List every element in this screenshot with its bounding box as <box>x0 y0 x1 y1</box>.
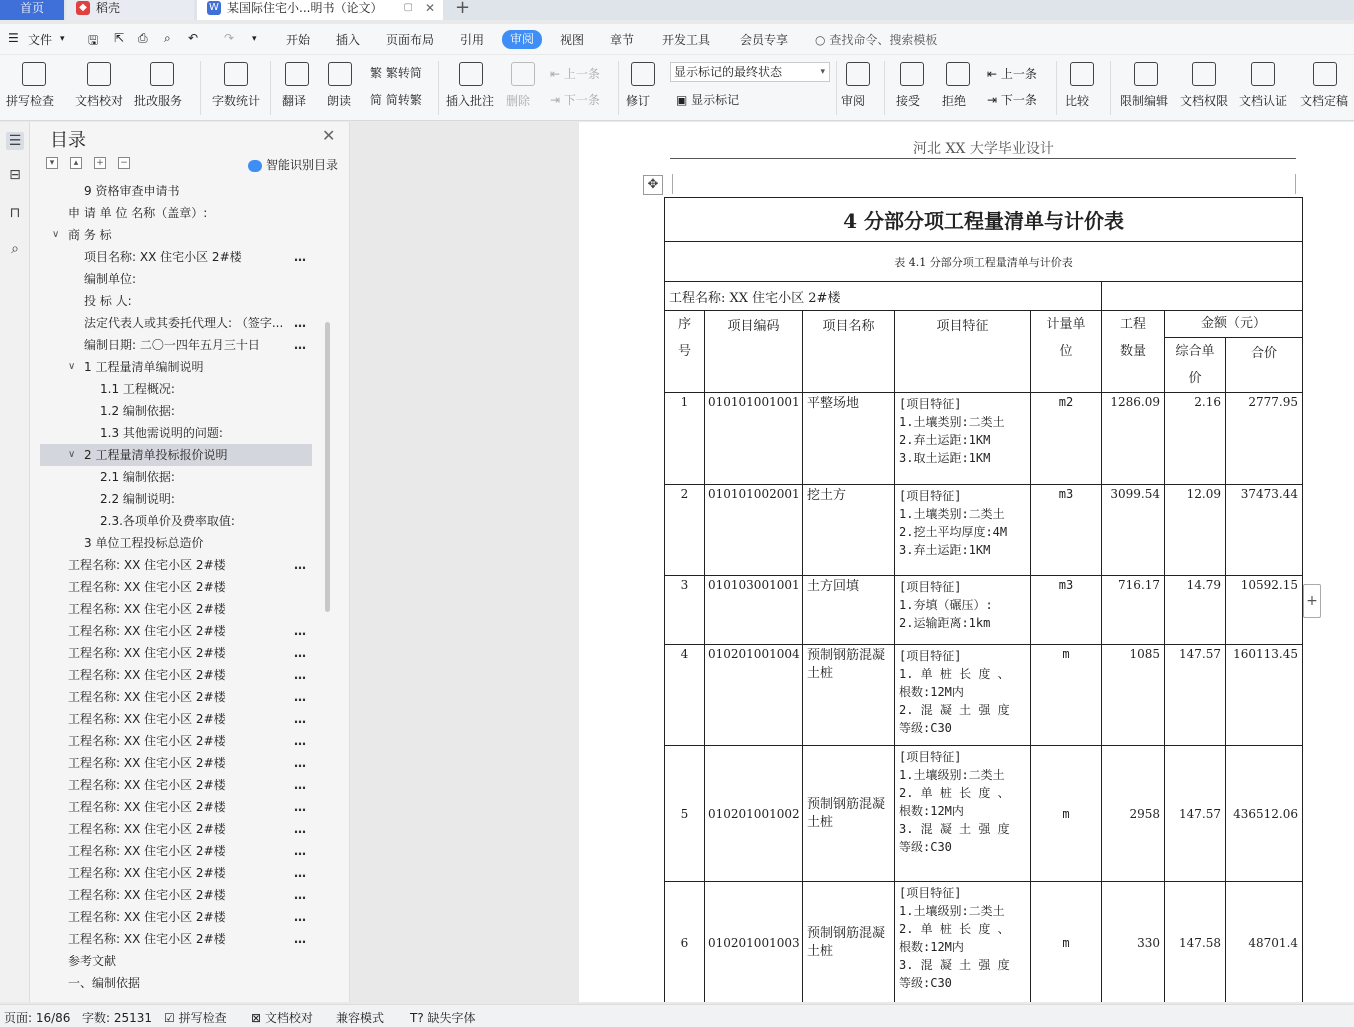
toc-list <box>40 180 340 1002</box>
toc-item-label: 工程名称: XX 住宅小区 2#楼 <box>68 888 226 902</box>
toc-item[interactable] <box>40 268 312 290</box>
search-icon: ○ <box>815 33 826 47</box>
menu-page-layout[interactable]: 页面布局 <box>386 33 435 47</box>
remove-heading-icon[interactable]: − <box>118 157 130 169</box>
print-icon[interactable]: ⎙ <box>138 31 148 45</box>
chevron-down-icon[interactable]: ▾ <box>60 34 65 44</box>
command-search-placeholder: 查找命令、搜索模板 <box>829 33 938 47</box>
table-cell-unit: m <box>1031 746 1102 882</box>
show-markup-button[interactable] <box>676 91 739 108</box>
table-cell-tot: 436512.06 <box>1226 746 1303 882</box>
prev-comment-button[interactable]: ⇤ 上一条 <box>550 67 600 81</box>
toc-item-label: 编制日期: 二〇一四年五月三十日 <box>84 338 260 352</box>
more-icon[interactable]: … <box>294 668 306 682</box>
toc-item-label: 9 资格审查申请书 <box>84 184 180 198</box>
table-move-handle-icon[interactable]: ✥ <box>643 175 663 195</box>
word-count-status[interactable]: 字数: 25131 <box>82 1011 153 1025</box>
toc-item[interactable] <box>40 774 312 796</box>
more-icon[interactable]: … <box>294 888 306 902</box>
menu-bar <box>0 24 1354 54</box>
track-changes-icon <box>631 62 655 86</box>
print-preview-icon[interactable]: ⌕ <box>164 31 171 45</box>
more-icon[interactable]: … <box>294 624 306 638</box>
more-icon[interactable]: … <box>294 778 306 792</box>
tab-document-label: 某国际住宅小...明书（论文） <box>227 1 383 15</box>
tab-daoke-label: 稻壳 <box>96 1 121 15</box>
hamburger-icon[interactable]: ☰ <box>8 31 19 45</box>
reject-icon <box>946 62 970 86</box>
insert-comment-icon <box>459 62 483 86</box>
read-aloud-icon <box>328 62 352 86</box>
toc-item[interactable] <box>40 840 312 862</box>
show-markup-label: 显示标记 <box>691 93 740 107</box>
toc-item[interactable] <box>40 510 312 532</box>
prev-change-button[interactable]: ⇤ 上一条 <box>987 67 1037 81</box>
tab-home[interactable]: 首页 <box>0 0 64 20</box>
toc-item-label: 一、编制依据 <box>68 976 141 990</box>
trad-simp-icon: 繁 <box>370 66 386 80</box>
smart-toc-label: 智能识别目录 <box>266 158 339 172</box>
compat-mode-status[interactable]: 兼容模式 <box>336 1011 385 1025</box>
table-cell-feat: [项目特征] 1.土壤级别:二类土 2. 单 桩 长 度 、 根数:12M内 3. 混 凝 土 强 度 等级:C30 <box>895 746 1031 882</box>
left-rail <box>0 122 30 1002</box>
page-indicator[interactable]: 页面: 16/86 <box>4 1011 71 1025</box>
toc-item-label: 工程名称: XX 住宅小区 2#楼 <box>68 690 226 704</box>
table-cell-feat: [项目特征] 1. 单 桩 长 度 、 根数:12M内 2. 混 凝 土 强 度 等级:C30 <box>895 645 1031 746</box>
more-icon[interactable]: … <box>294 316 306 330</box>
prev-change-label: 上一条 <box>1000 67 1037 81</box>
toc-item[interactable] <box>40 246 312 268</box>
toc-item-label: 1.3 其他需说明的问题: <box>100 426 223 440</box>
col-header-unit-price: 综合单价 <box>1165 338 1226 393</box>
close-tab-icon[interactable]: ✕ <box>424 1 435 15</box>
bookmark-icon[interactable]: ⊓ <box>9 205 21 221</box>
table-cell-no: 4 <box>665 645 705 746</box>
toc-item-label: 工程名称: XX 住宅小区 2#楼 <box>68 734 226 748</box>
toc-item[interactable] <box>40 444 312 466</box>
more-icon[interactable]: … <box>294 866 306 880</box>
toc-item[interactable] <box>40 796 312 818</box>
table-cell-up: 147.57 <box>1165 746 1226 882</box>
markup-state-value: 显示标记的最终状态 <box>674 65 783 79</box>
status-bar <box>0 1004 1354 1027</box>
table-cell-up: 2.16 <box>1165 393 1226 485</box>
toc-item-label: 2 工程量清单投标报价说明 <box>84 448 228 462</box>
bill-of-quantities-table <box>664 197 1303 1002</box>
toc-item-label: 工程名称: XX 住宅小区 2#楼 <box>68 822 226 836</box>
table-row <box>665 645 1303 746</box>
table-cell-name: 预制钢筋混凝土桩 <box>803 645 895 746</box>
toc-item[interactable] <box>40 752 312 774</box>
table-cell-name: 土方回填 <box>803 576 895 645</box>
table-cell-name: 预制钢筋混凝土桩 <box>803 746 895 882</box>
command-search[interactable] <box>815 31 937 48</box>
chevron-down-icon[interactable]: ∨ <box>68 361 76 372</box>
table-subcaption: 表 4.1 分部分项工程量清单与计价表 <box>665 242 1303 282</box>
table-row <box>665 393 1303 485</box>
table-cell-qty: 2958 <box>1102 746 1165 882</box>
insert-comment-button[interactable]: 插入批注 <box>446 94 495 108</box>
export-icon[interactable]: ⇱ <box>114 31 125 45</box>
next-comment-button[interactable]: ⇥ 下一条 <box>550 93 600 107</box>
table-cell-no: 6 <box>665 882 705 1003</box>
table-cell-name: 预制钢筋混凝土桩 <box>803 882 895 1003</box>
col-header-code: 项目编码 <box>705 311 803 393</box>
more-icon[interactable]: … <box>294 250 306 264</box>
toc-item[interactable] <box>40 818 312 840</box>
annotation-service-button[interactable]: 批改服务 <box>134 94 183 108</box>
toc-item-label: 3 单位工程投标总造价 <box>84 536 204 550</box>
table-cell-code: 010201001003 <box>705 882 803 1003</box>
writer-icon: W <box>207 1 221 15</box>
proofread-status[interactable] <box>251 1009 313 1026</box>
toc-item[interactable] <box>40 290 312 312</box>
toc-item[interactable] <box>40 686 312 708</box>
toc-item[interactable] <box>40 928 312 950</box>
page-header: 河北 XX 大学毕业设计 <box>913 141 1054 157</box>
doc-permission-icon <box>1192 62 1216 86</box>
toc-item[interactable] <box>40 554 312 576</box>
review-pane-button[interactable]: 审阅 <box>841 94 866 108</box>
table-cell-feat: [项目特征] 1.土壤类别:二类土 2.弃土运距:1KM 3.取土运距:1KM <box>895 393 1031 485</box>
more-icon[interactable]: … <box>294 822 306 836</box>
table-cell-tot: 2777.95 <box>1226 393 1303 485</box>
toc-item[interactable] <box>40 950 312 972</box>
table-cell-feat: [项目特征] 1.土壤类别:二类土 2.挖土平均厚度:4M 3.弃土运距:1KM <box>895 485 1031 576</box>
margin-mark <box>672 174 673 194</box>
toc-item-label: 1 工程量清单编制说明 <box>84 360 204 374</box>
font-icon: T? <box>410 1011 428 1025</box>
col-header-unit: 计量单位 <box>1031 311 1102 393</box>
delete-comment-icon <box>511 62 535 86</box>
expand-up-icon[interactable]: ▴ <box>70 157 82 169</box>
track-changes-button[interactable]: 修订 <box>626 94 651 108</box>
annotation-service-icon <box>150 62 174 86</box>
col-header-total: 合价 <box>1226 338 1303 393</box>
close-icon[interactable]: ✕ <box>322 126 336 145</box>
toc-item-label: 工程名称: XX 住宅小区 2#楼 <box>68 932 226 946</box>
toc-item[interactable] <box>40 532 312 554</box>
more-icon[interactable]: … <box>294 712 306 726</box>
toc-item-label: 2.2 编制说明: <box>100 492 175 506</box>
doc-cert-icon <box>1251 62 1275 86</box>
table-cell-qty: 330 <box>1102 882 1165 1003</box>
toc-item[interactable] <box>40 708 312 730</box>
table-cell-unit: m3 <box>1031 485 1102 576</box>
more-icon[interactable]: … <box>294 800 306 814</box>
toc-item[interactable] <box>40 400 312 422</box>
table-cell-code: 010201001002 <box>705 746 803 882</box>
chevron-down-icon: ▾ <box>820 67 825 77</box>
toc-item-label: 项目名称: XX 住宅小区 2#楼 <box>84 250 242 264</box>
table-cell-qty: 1286.09 <box>1102 393 1165 485</box>
table-cell-no: 3 <box>665 576 705 645</box>
toc-item-label: 工程名称: XX 住宅小区 2#楼 <box>68 778 226 792</box>
chapter-nav-icon[interactable]: ⊟ <box>9 167 21 183</box>
table-cell-code: 010101002001 <box>705 485 803 576</box>
toc-item-label: 2.3.各项单价及费率取值: <box>100 514 235 528</box>
toc-item[interactable] <box>40 180 312 202</box>
spell-check-status[interactable] <box>164 1009 227 1026</box>
float-window-icon[interactable]: ▢ <box>403 2 413 13</box>
restrict-edit-button[interactable]: 限制编辑 <box>1120 94 1169 108</box>
toc-title: 目录 <box>50 130 86 151</box>
check-icon: ☑ <box>164 1011 179 1025</box>
toc-item-label: 参考文献 <box>68 954 117 968</box>
toc-panel <box>30 122 350 1002</box>
table-cell-up: 14.79 <box>1165 576 1226 645</box>
table-cell-no: 1 <box>665 393 705 485</box>
toc-item-label: 工程名称: XX 住宅小区 2#楼 <box>68 668 226 682</box>
table-cell-code: 010103001001 <box>705 576 803 645</box>
menu-developer[interactable]: 开发工具 <box>662 33 711 47</box>
menu-view[interactable]: 视图 <box>560 33 585 47</box>
toc-item-label: 工程名称: XX 住宅小区 2#楼 <box>68 602 226 616</box>
tab-bar <box>0 0 1354 20</box>
restrict-edit-icon <box>1134 62 1158 86</box>
proof-icon: ⊠ <box>251 1011 265 1025</box>
translate-icon <box>285 62 309 86</box>
header-rule <box>670 158 1296 159</box>
toc-item-label: 商 务 标 <box>68 228 112 242</box>
toc-item[interactable] <box>40 422 312 444</box>
menu-references[interactable]: 引用 <box>460 33 485 47</box>
margin-mark <box>1295 174 1296 194</box>
toc-item[interactable] <box>40 356 312 378</box>
table-cell-code: 010201001004 <box>705 645 803 746</box>
tab-document[interactable] <box>197 0 443 20</box>
table-cell-name: 挖土方 <box>803 485 895 576</box>
trad-to-simp-button[interactable] <box>370 64 422 81</box>
toc-item-label: 工程名称: XX 住宅小区 2#楼 <box>68 800 226 814</box>
toc-item-label: 1.2 编制依据: <box>100 404 175 418</box>
table-row <box>665 485 1303 576</box>
toc-item[interactable] <box>40 488 312 510</box>
toc-item-label: 工程名称: XX 住宅小区 2#楼 <box>68 844 226 858</box>
empty-cell <box>1102 282 1303 311</box>
search-icon[interactable]: ⌕ <box>11 241 19 257</box>
toc-item-label: 编制单位: <box>84 272 137 286</box>
toc-item[interactable] <box>40 620 312 642</box>
toc-item-label: 工程名称: XX 住宅小区 2#楼 <box>68 756 226 770</box>
toc-item[interactable] <box>40 598 312 620</box>
ai-icon <box>248 160 262 172</box>
col-header-no: 序号 <box>665 311 705 393</box>
toc-item[interactable] <box>40 642 312 664</box>
proofread-icon <box>87 62 111 86</box>
proofread-button[interactable]: 文档校对 <box>75 94 124 108</box>
table-cell-feat: [项目特征] 1.夯填（碾压）: 2.运输距离:1km <box>895 576 1031 645</box>
table-cell-up: 147.57 <box>1165 645 1226 746</box>
doc-cert-button[interactable]: 文档认证 <box>1239 94 1288 108</box>
toc-item-label: 工程名称: XX 住宅小区 2#楼 <box>68 558 226 572</box>
table-cell-tot: 37473.44 <box>1226 485 1303 576</box>
finalize-button[interactable]: 文档定稿 <box>1300 94 1349 108</box>
table-cell-feat: [项目特征] 1.土壤级别:二类土 2. 单 桩 长 度 、 根数:12M内 3. 混 凝 土 强 度 等级:C30 <box>895 882 1031 1003</box>
menu-start[interactable]: 开始 <box>286 33 311 47</box>
reject-button[interactable]: 拒绝 <box>942 94 967 108</box>
daoke-icon: ◆ <box>76 1 90 15</box>
toc-item[interactable] <box>40 334 312 356</box>
toc-item[interactable] <box>40 202 312 224</box>
toc-item[interactable] <box>40 972 312 994</box>
col-header-feature: 项目特征 <box>895 311 1031 393</box>
read-aloud-button[interactable]: 朗读 <box>327 94 352 108</box>
next-change-label: 下一条 <box>1000 93 1037 107</box>
accept-icon <box>900 62 924 86</box>
compare-button[interactable]: 比较 <box>1065 94 1090 108</box>
table-cell-name: 平整场地 <box>803 393 895 485</box>
more-icon[interactable]: … <box>294 558 306 572</box>
collapse-all-icon[interactable]: ▾ <box>46 157 58 169</box>
toc-item-label: 法定代表人或其委托代理人: （签字... <box>84 316 284 330</box>
project-name-cell: 工程名称: XX 住宅小区 2#楼 <box>665 282 1102 311</box>
col-header-amount: 金额（元） <box>1165 311 1303 338</box>
toc-item[interactable] <box>40 730 312 752</box>
proofread-status-label: 文档校对 <box>264 1011 313 1025</box>
doc-permission-button[interactable]: 文档权限 <box>1180 94 1229 108</box>
table-cell-unit: m <box>1031 882 1102 1003</box>
chevron-down-icon[interactable]: ∨ <box>68 449 76 460</box>
review-ribbon <box>0 55 1354 121</box>
table-row <box>665 746 1303 882</box>
toc-item-label: 工程名称: XX 住宅小区 2#楼 <box>68 580 226 594</box>
simp-to-trad-label: 简转繁 <box>385 93 422 107</box>
document-area <box>351 122 1354 1002</box>
table-cell-unit: m2 <box>1031 393 1102 485</box>
spell-check-icon <box>22 62 46 86</box>
toc-item[interactable] <box>40 906 312 928</box>
table-cell-tot: 48701.4 <box>1226 882 1303 1003</box>
next-change-button[interactable]: ⇥ 下一条 <box>987 93 1037 107</box>
finalize-icon <box>1313 62 1337 86</box>
prev-comment-label: 上一条 <box>563 67 600 81</box>
toc-item-label: 2.1 编制依据: <box>100 470 175 484</box>
trad-to-simp-label: 繁转简 <box>385 66 422 80</box>
table-row <box>665 882 1303 1003</box>
word-count-icon <box>224 62 248 86</box>
toc-item-label: 申 请 单 位 名称（盖章）: <box>68 206 208 220</box>
toc-item-label: 工程名称: XX 住宅小区 2#楼 <box>68 624 226 638</box>
toc-panel-icon[interactable]: ☰ <box>6 132 24 150</box>
undo-icon[interactable]: ↶ <box>188 31 199 45</box>
missing-font-label: 缺失字体 <box>427 1011 476 1025</box>
toc-item[interactable] <box>40 576 312 598</box>
toc-item-label: 1.1 工程概况: <box>100 382 175 396</box>
toc-item[interactable] <box>40 884 312 906</box>
table-cell-qty: 716.17 <box>1102 576 1165 645</box>
table-cell-code: 010101001001 <box>705 393 803 485</box>
more-icon[interactable]: … <box>294 756 306 770</box>
simp-to-trad-button[interactable] <box>370 91 422 108</box>
table-cell-tot: 10592.15 <box>1226 576 1303 645</box>
table-caption: 4 分部分项工程量清单与计价表 <box>665 198 1303 242</box>
menu-file[interactable]: 文件 <box>28 33 53 47</box>
table-cell-qty: 1085 <box>1102 645 1165 746</box>
review-pane-icon <box>846 62 870 86</box>
toc-item-label: 工程名称: XX 住宅小区 2#楼 <box>68 866 226 880</box>
translate-button[interactable]: 翻译 <box>282 94 307 108</box>
table-cell-no: 5 <box>665 746 705 882</box>
table-cell-up: 12.09 <box>1165 485 1226 576</box>
chevron-down-icon[interactable]: ∨ <box>52 229 60 240</box>
table-row <box>665 576 1303 645</box>
table-cell-unit: m <box>1031 645 1102 746</box>
toc-item[interactable] <box>40 224 312 246</box>
save-icon[interactable]: 🖫 <box>88 33 99 47</box>
more-icon[interactable]: … <box>294 932 306 946</box>
toc-item[interactable] <box>40 862 312 884</box>
menu-chapter[interactable]: 章节 <box>610 33 635 47</box>
toc-item[interactable] <box>40 664 312 686</box>
word-count-button[interactable]: 字数统计 <box>212 94 261 108</box>
next-comment-label: 下一条 <box>563 93 600 107</box>
add-column-icon[interactable]: + <box>1303 584 1321 618</box>
menu-review[interactable]: 审阅 <box>502 30 542 49</box>
toc-scrollbar[interactable] <box>325 322 330 612</box>
col-header-name: 项目名称 <box>803 311 895 393</box>
toc-item[interactable] <box>40 378 312 400</box>
more-icon[interactable]: … <box>294 338 306 352</box>
menu-insert[interactable]: 插入 <box>336 33 361 47</box>
col-header-qty: 工程数量 <box>1102 311 1165 393</box>
tab-daoke[interactable] <box>66 0 194 20</box>
redo-icon[interactable]: ↷ <box>224 31 235 45</box>
table-cell-no: 2 <box>665 485 705 576</box>
add-heading-icon[interactable]: + <box>94 157 106 169</box>
accept-button[interactable]: 接受 <box>896 94 921 108</box>
more-icon[interactable]: … <box>294 734 306 748</box>
toc-item-label: 工程名称: XX 住宅小区 2#楼 <box>68 646 226 660</box>
toc-item-label: 工程名称: XX 住宅小区 2#楼 <box>68 910 226 924</box>
more-icon[interactable]: … <box>294 910 306 924</box>
more-icon[interactable]: … <box>294 844 306 858</box>
compare-icon <box>1070 62 1094 86</box>
missing-font-status[interactable] <box>410 1009 476 1026</box>
table-cell-qty: 3099.54 <box>1102 485 1165 576</box>
smart-toc-button[interactable] <box>248 156 338 173</box>
menu-member[interactable]: 会员专享 <box>740 33 789 47</box>
spell-check-status-label: 拼写检查 <box>178 1011 227 1025</box>
table-cell-up: 147.58 <box>1165 882 1226 1003</box>
customize-icon[interactable]: ▾ <box>252 34 257 44</box>
toc-item[interactable] <box>40 466 312 488</box>
toc-item-label: 投 标 人: <box>84 294 132 308</box>
table-cell-unit: m3 <box>1031 576 1102 645</box>
markup-state-select[interactable] <box>670 62 830 82</box>
new-tab-icon[interactable]: + <box>455 0 471 18</box>
toc-item[interactable] <box>40 312 312 334</box>
simp-trad-icon: 简 <box>370 93 386 107</box>
table-cell-tot: 160113.45 <box>1226 645 1303 746</box>
show-markup-icon: ▣ <box>676 93 692 107</box>
toc-item-label: 工程名称: XX 住宅小区 2#楼 <box>68 712 226 726</box>
more-icon[interactable]: … <box>294 690 306 704</box>
more-icon[interactable]: … <box>294 646 306 660</box>
spell-check-button[interactable]: 拼写检查 <box>6 94 55 108</box>
delete-comment-button[interactable]: 删除 <box>506 94 531 108</box>
